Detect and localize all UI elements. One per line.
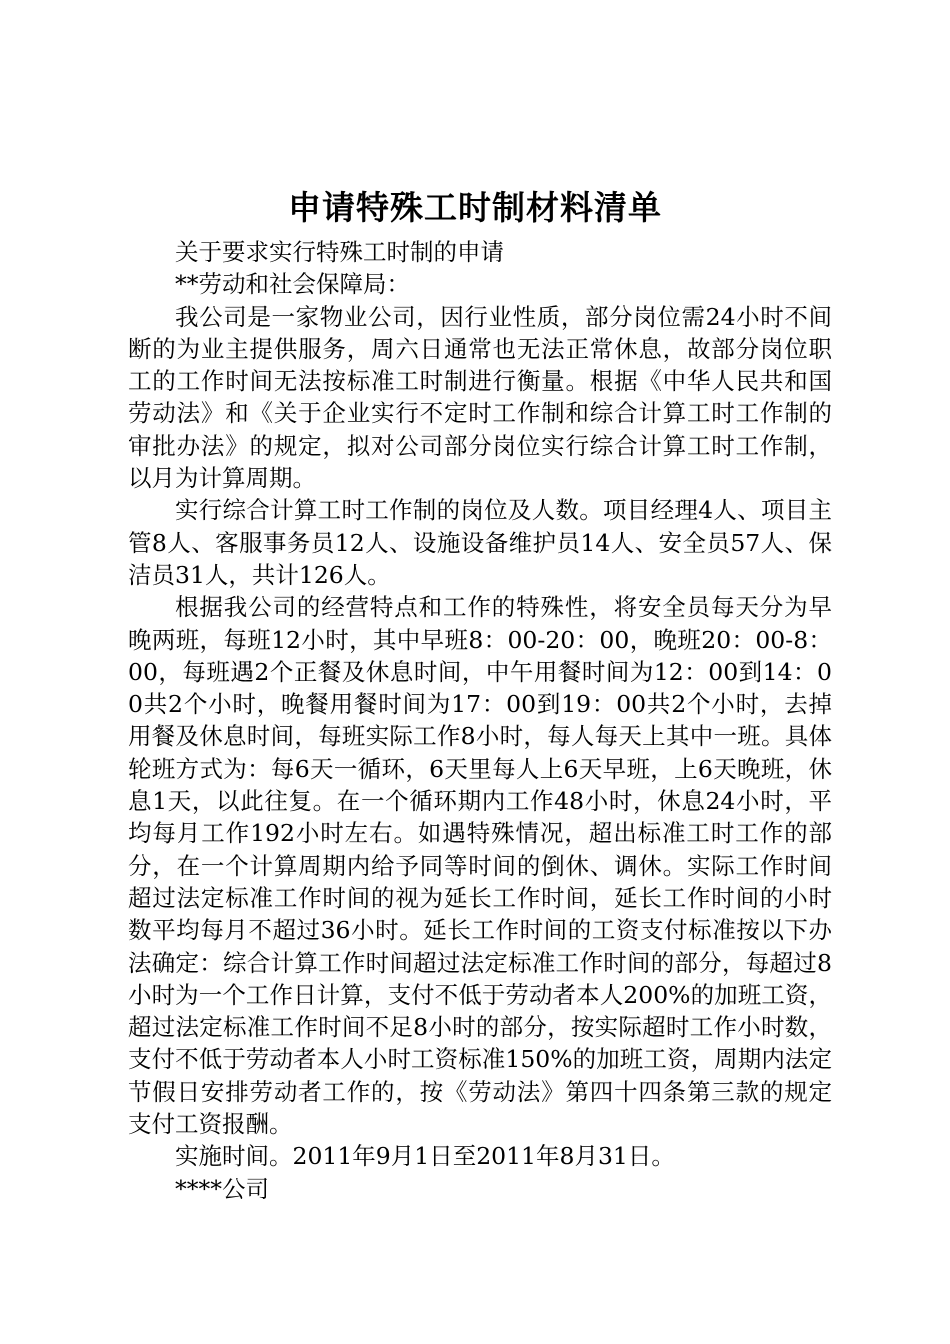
subject-line: 关于要求实行特殊工时制的申请 bbox=[175, 238, 504, 266]
signature: ****公司 bbox=[175, 1174, 269, 1203]
paragraph-company-background: 我公司是一家物业公司，因行业性质，部分岗位需24小时不间断的为业主提供服务，周六日通常也无法正常休息，故部分岗位职工的工作时间无法按标准工时制进行衡量。根据《中华人民共和国劳动法》和《关于企业实行不定时工作制和综合计算工时工作制的审批办法》的规定，拟对公司部分岗位实行综合计算工时工作制，以月为计算周期。 bbox=[128, 302, 832, 493]
implementation-period: 实施时间。2011年9月1日至2011年8月31日。 bbox=[175, 1142, 675, 1171]
document-body bbox=[128, 236, 832, 1205]
document-title: 申请特殊工时制材料清单 bbox=[288, 188, 662, 227]
paragraph-shift-arrangement: 根据我公司的经营特点和工作的特殊性，将安全员每天分为早晚两班，每班12小时，其中早班8：00-20：00，晚班20：00-8：00，每班遇2个正餐及休息时间，中午用餐时间为12：00到14：00共2个小时，晚餐用餐时间为17：00到19：00共2个小时，去掉用餐及休息时间，每班实际工作8小时，每人每天上其中一班。具体轮班方式为：每6天一循环，6天里每人上6天早班，上6天晚班，休息1天，以此往复。在一个循环期内工作48小时，休息24小时，平均每月工作192小时左右。如遇特殊情况，超出标准工时工作的部分，在一个计算周期内给予同等时间的倒休、调休。实际工作时间超过法定标准工作时间的视为延长工作时间，延长工作时间的小时数平均每月不超过36小时。延长工作时间的工资支付标准按以下办法确定：综合计算工作时间超过法定标准工作时间的部分，每超过8小时为一个工作日计算，支付不低于劳动者本人200%的加班工资，超过法定标准工作时间不足8小时的部分，按实际超时工作小时数，支付不低于劳动者本人小时工资标准150%的加班工资，周期内法定节假日安排劳动者工作的，按《劳动法》第四十四条第三款的规定支付工资报酬。 bbox=[128, 593, 832, 1139]
addressee: **劳动和社会保障局： bbox=[175, 270, 410, 299]
paragraph-positions-headcount: 实行综合计算工时工作制的岗位及人数。项目经理4人、项目主管8人、客服事务员12人、设施设备维护员14人、安全员57人、保洁员31人，共计126人。 bbox=[128, 496, 832, 589]
